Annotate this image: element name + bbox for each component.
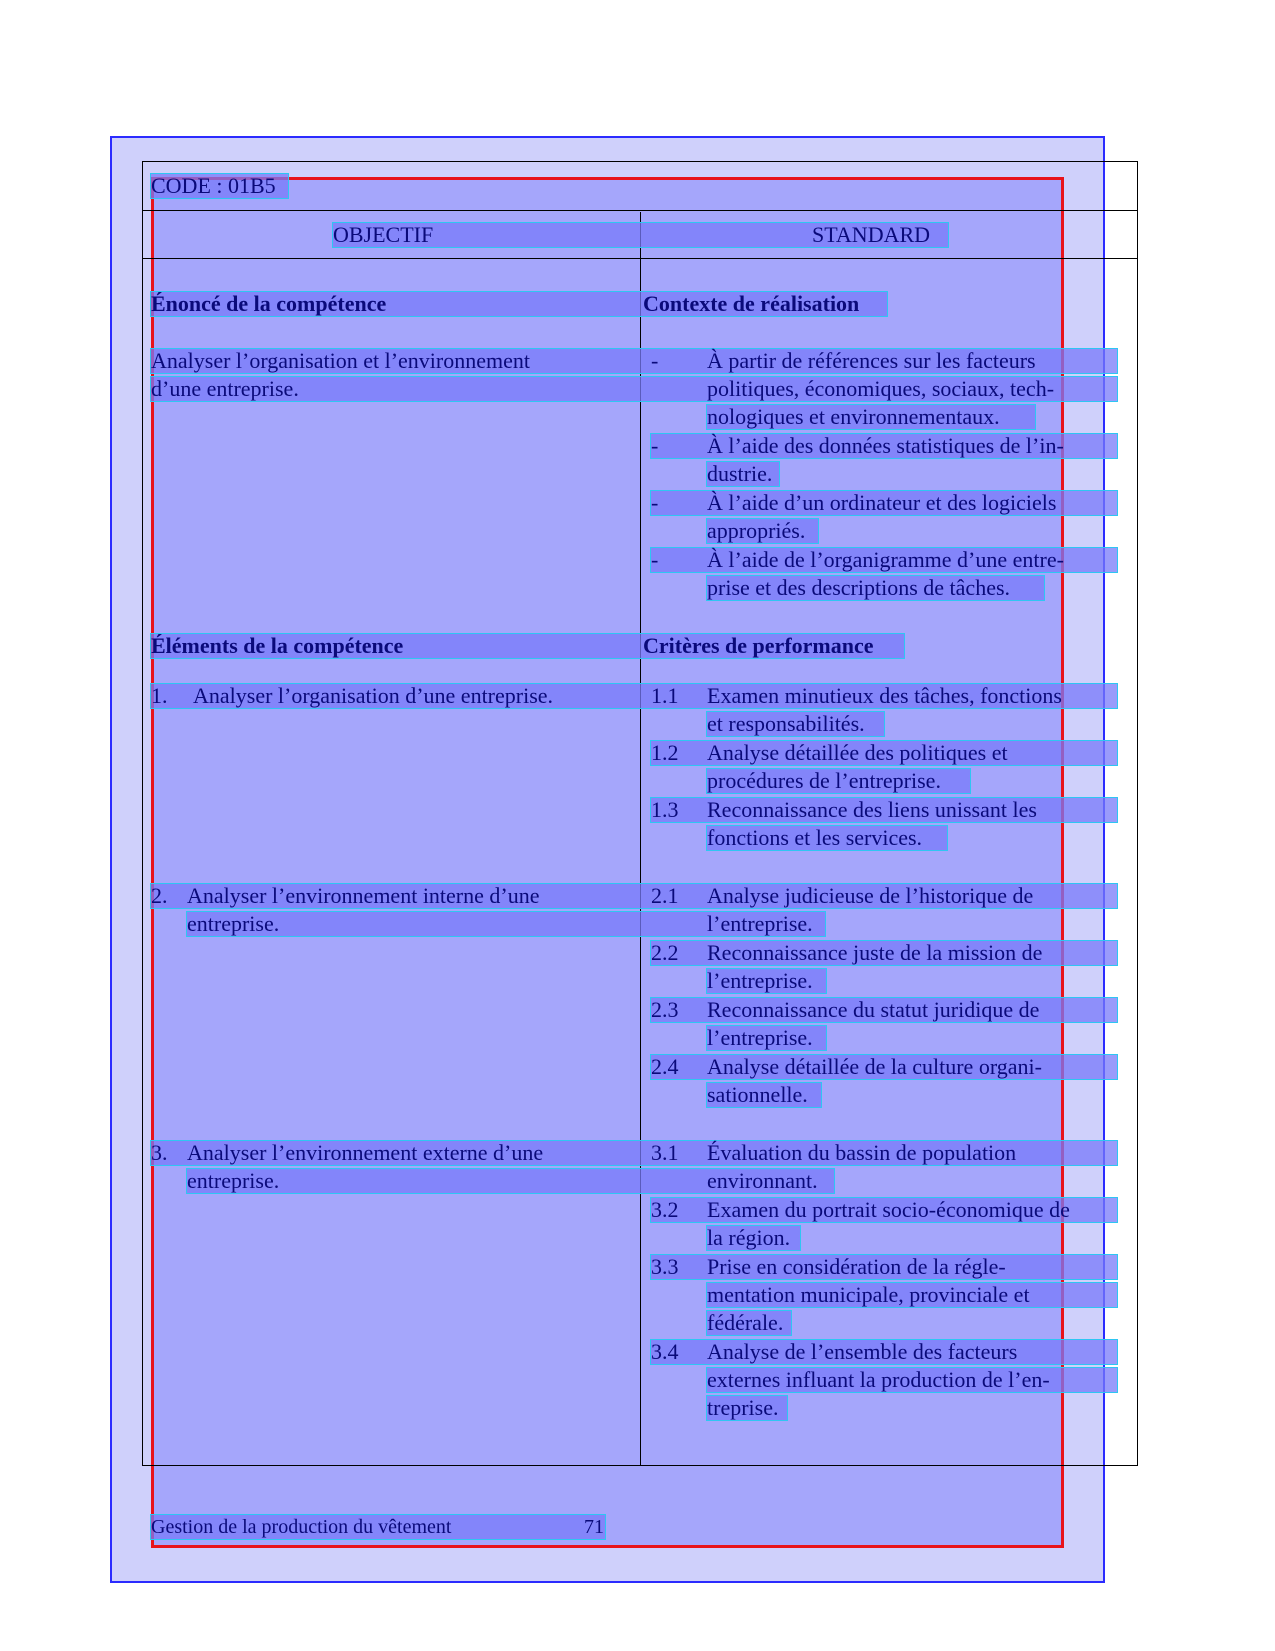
element-number: 3. [151,1140,168,1165]
context-text: prise et des descriptions de tâches. [707,575,1011,600]
elements-heading: Éléments de la compétence [151,633,404,658]
criterion-number: 1.1 [651,683,679,708]
criterion-text: fédérale. [707,1310,784,1335]
criterion-text: environnant. [707,1168,818,1193]
criterion-text: treprise. [707,1395,779,1420]
criterion-text: Analyse de l’ensemble des facteurs [707,1339,1018,1364]
criterion-number: 2.1 [651,883,679,908]
criterion-text: sationnelle. [707,1082,808,1107]
element-text: entreprise. [187,911,280,936]
criterion-number: 3.4 [651,1339,679,1364]
criterion-number: 2.4 [651,1054,679,1079]
table-divider [143,210,1137,211]
context-bullet: - [651,433,659,458]
element-text: entreprise. [187,1168,280,1193]
criterion-text: Reconnaissance du statut juridique de [707,997,1040,1022]
criterion-text: Analyse détaillée des politiques et [707,740,1008,765]
context-text: dustrie. [707,461,773,486]
context-bullet: - [651,348,659,373]
criterion-text: Examen minutieux des tâches, fonctions [707,683,1062,708]
context-text: À l’aide des données statistiques de l’in- [707,433,1064,458]
criterion-number: 3.2 [651,1197,679,1222]
criterion-text: Reconnaissance juste de la mission de [707,940,1043,965]
criterion-text: l’entreprise. [707,1025,813,1050]
criterion-number: 1.3 [651,797,679,822]
page-number: 71 [584,1516,604,1538]
criterion-text: la région. [707,1225,791,1250]
column-header-standard: STANDARD [812,222,931,247]
context-text: politiques, économiques, sociaux, tech- [707,376,1055,401]
context-text: À partir de références sur les facteurs [707,348,1036,373]
code-label: CODE : 01B5 [151,173,276,198]
criterion-text: et responsabilités. [707,711,865,736]
context-bullet: - [651,547,659,572]
element-number: 2. [151,883,168,908]
criterion-text: Analyse judicieuse de l’historique de [707,883,1034,908]
criterion-text: Examen du portrait socio-économique de [707,1197,1070,1222]
criterion-text: mentation municipale, provinciale et [707,1282,1030,1307]
criterion-text: Prise en considération de la régle- [707,1254,1006,1279]
element-text: Analyser l’environnement externe d’une [187,1140,544,1165]
criterion-text: Reconnaissance des liens unissant les [707,797,1037,822]
criterion-text: l’entreprise. [707,911,813,936]
criterion-text: externes influant la production de l’en- [707,1367,1050,1392]
context-text: À l’aide d’un ordinateur et des logiciels [707,490,1057,515]
enonce-text-line: d’une entreprise. [151,376,299,401]
criterion-number: 2.2 [651,940,679,965]
criterion-text: l’entreprise. [707,968,813,993]
element-text: Analyser l’organisation d’une entreprise. [193,683,554,708]
footer-title: Gestion de la production du vêtement [151,1516,452,1538]
element-number: 1. [151,683,168,708]
criterion-text: procédures de l’entreprise. [707,768,941,793]
context-text: appropriés. [707,518,806,543]
criteres-heading: Critères de performance [643,633,874,658]
enonce-text-line: Analyser l’organisation et l’environnement [151,348,530,373]
context-text: À l’aide de l’organigramme d’une entre- [707,547,1064,572]
enonce-heading: Énoncé de la compétence [151,291,387,316]
criterion-text: fonctions et les services. [707,825,923,850]
criterion-number: 3.3 [651,1254,679,1279]
element-text: Analyser l’environnement interne d’une [187,883,540,908]
criterion-number: 3.1 [651,1140,679,1165]
criterion-text: Évaluation du bassin de population [707,1140,1017,1165]
contexte-heading: Contexte de réalisation [643,291,860,316]
criterion-number: 2.3 [651,997,679,1022]
criterion-text: Analyse détaillée de la culture organi- [707,1054,1042,1079]
context-bullet: - [651,490,659,515]
context-text: nologiques et environnementaux. [707,404,1000,429]
criterion-number: 1.2 [651,740,679,765]
column-header-objectif: OBJECTIF [333,222,434,247]
